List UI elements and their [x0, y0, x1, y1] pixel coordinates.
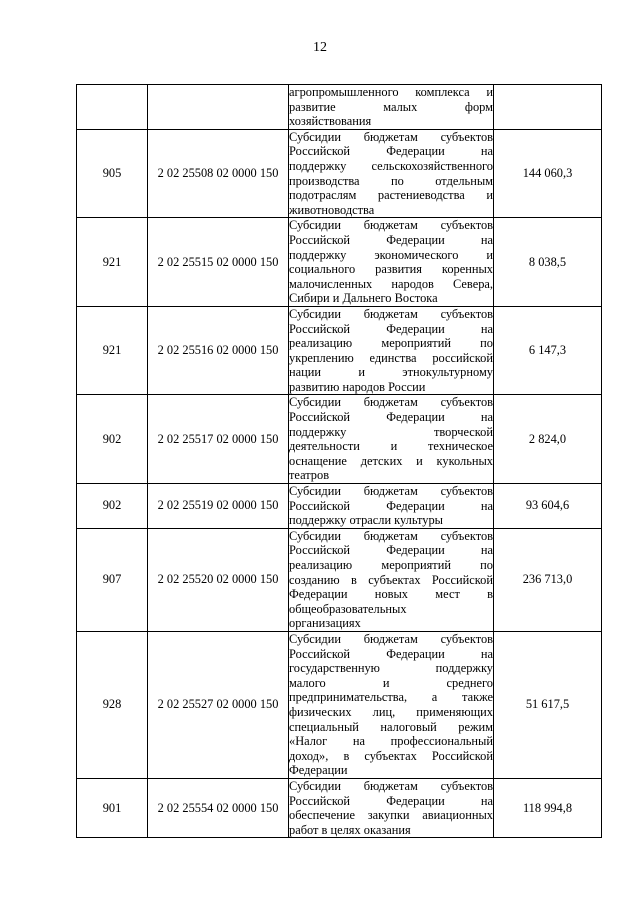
budget-code-cell: 2 02 25508 02 0000 150 [148, 129, 289, 218]
income-name-line: Субсидии бюджетам субъектов [289, 778, 493, 793]
budget-table-body [77, 85, 602, 838]
income-name-cell [289, 218, 494, 307]
income-name-line: Российской Федерации на [289, 498, 493, 513]
amount-cell: 118 994,8 [494, 778, 602, 837]
admin-code-cell: 921 [77, 218, 148, 307]
budget-code-cell [148, 85, 289, 130]
table-row [77, 631, 602, 778]
income-name-line: малого и среднего [289, 675, 493, 690]
amount-cell: 2 824,0 [494, 395, 602, 484]
income-name-line: производства по отдельным [289, 173, 493, 188]
admin-code-cell [77, 85, 148, 130]
page-number: 12 [313, 40, 327, 55]
income-name-cell [289, 85, 494, 130]
income-name-cell [289, 528, 494, 631]
income-name-line: организациях [289, 616, 361, 631]
income-name-line: Российской Федерации на [289, 321, 493, 336]
budget-code-cell: 2 02 25527 02 0000 150 [148, 631, 289, 778]
income-name-cell [289, 306, 494, 395]
income-name-cell [289, 129, 494, 218]
income-name-line: государственную поддержку [289, 661, 493, 676]
income-name-cell [289, 484, 494, 529]
income-name-line: животноводства [289, 202, 375, 217]
table-row [77, 85, 602, 130]
amount-cell: 93 604,6 [494, 484, 602, 529]
income-name-line: малочисленных народов Севера, [289, 276, 493, 291]
income-name-line: Российской Федерации на [289, 646, 493, 661]
amount-cell: 236 713,0 [494, 528, 602, 631]
budget-code-cell: 2 02 25519 02 0000 150 [148, 484, 289, 529]
income-name-line: поддержку экономического и [289, 247, 493, 262]
income-name-line: Субсидии бюджетам субъектов [289, 129, 493, 144]
income-name-line: Субсидии бюджетам субъектов [289, 631, 493, 646]
amount-cell [494, 85, 602, 130]
income-name-line: реализацию мероприятий по [289, 336, 493, 351]
income-name-line: физических лиц, применяющих [289, 704, 493, 719]
income-name-line: реализацию мероприятий по [289, 558, 493, 572]
income-name-line: нации и этнокультурному [289, 365, 493, 380]
income-name-line: поддержку сельскохозяйственного [289, 158, 493, 173]
budget-code-cell: 2 02 25520 02 0000 150 [148, 528, 289, 631]
table-row [77, 484, 602, 529]
income-name-line: укреплению единства российской [289, 350, 493, 365]
income-name-line: доход», в субъектах Российской [289, 748, 493, 763]
budget-code-cell: 2 02 25517 02 0000 150 [148, 395, 289, 484]
income-name-line: оснащение детских и кукольных [289, 453, 493, 468]
income-name-line: Сибири и Дальнего Востока [289, 291, 438, 306]
income-name-line: Субсидии бюджетам субъектов [289, 528, 493, 543]
income-name-line: развитию народов России [289, 379, 426, 394]
income-name-line: общеобразовательных [289, 601, 407, 616]
admin-code-cell: 901 [77, 778, 148, 837]
amount-cell: 51 617,5 [494, 631, 602, 778]
income-name-cell [289, 631, 494, 778]
budget-table [76, 84, 602, 838]
income-name-line: Российской Федерации на [289, 543, 493, 558]
income-name-line: Федерации новых мест в [289, 587, 493, 602]
budget-code-cell: 2 02 25516 02 0000 150 [148, 306, 289, 395]
admin-code-cell: 907 [77, 528, 148, 631]
income-name-line: Российской Федерации на [289, 232, 493, 247]
income-name-line: «Налог на профессиональный [289, 734, 493, 749]
amount-cell: 6 147,3 [494, 306, 602, 395]
amount-cell: 144 060,3 [494, 129, 602, 218]
budget-code-cell: 2 02 25554 02 0000 150 [148, 778, 289, 837]
admin-code-cell: 921 [77, 306, 148, 395]
income-name-line: Субсидии бюджетам субъектов [289, 218, 493, 233]
income-name-line: деятельности и техническое [289, 439, 493, 454]
table-row [77, 306, 602, 395]
table-row [77, 778, 602, 837]
table-row [77, 129, 602, 218]
income-name-line: Субсидии бюджетам субъектов [289, 484, 493, 499]
income-name-line: поддержку творческой [289, 424, 493, 439]
table-row [77, 528, 602, 631]
admin-code-cell: 905 [77, 129, 148, 218]
income-name-cell [289, 778, 494, 837]
income-name-line: Федерации [289, 763, 348, 778]
income-name-line: театров [289, 468, 330, 483]
budget-code-cell: 2 02 25515 02 0000 150 [148, 218, 289, 307]
income-name-line: предпринимательства, а также [289, 690, 493, 705]
income-name-line: Российской Федерации на [289, 144, 493, 159]
income-name-line: Российской Федерации на [289, 793, 493, 808]
income-name-line: агропромышленного комплекса и [289, 85, 493, 99]
income-name-line: подотраслям растениеводства и [289, 188, 493, 203]
income-name-line: Субсидии бюджетам субъектов [289, 306, 493, 321]
admin-code-cell: 902 [77, 484, 148, 529]
income-name-line: работ в целях оказания [289, 822, 411, 837]
table-row [77, 218, 602, 307]
income-name-line: социального развития коренных [289, 262, 493, 277]
income-name-line: Российской Федерации на [289, 410, 493, 425]
admin-code-cell: 928 [77, 631, 148, 778]
income-name-line: специальный налоговый режим [289, 719, 493, 734]
income-name-cell [289, 395, 494, 484]
admin-code-cell: 902 [77, 395, 148, 484]
income-name-line: обеспечение закупки авиационных [289, 808, 493, 823]
income-name-line: развитие малых форм [289, 99, 493, 114]
income-name-line: Субсидии бюджетам субъектов [289, 395, 493, 410]
income-name-line: созданию в субъектах Российской [289, 572, 493, 587]
amount-cell: 8 038,5 [494, 218, 602, 307]
table-row [77, 395, 602, 484]
income-name-line: хозяйствования [289, 114, 372, 129]
income-name-line: поддержку отрасли культуры [289, 513, 443, 528]
